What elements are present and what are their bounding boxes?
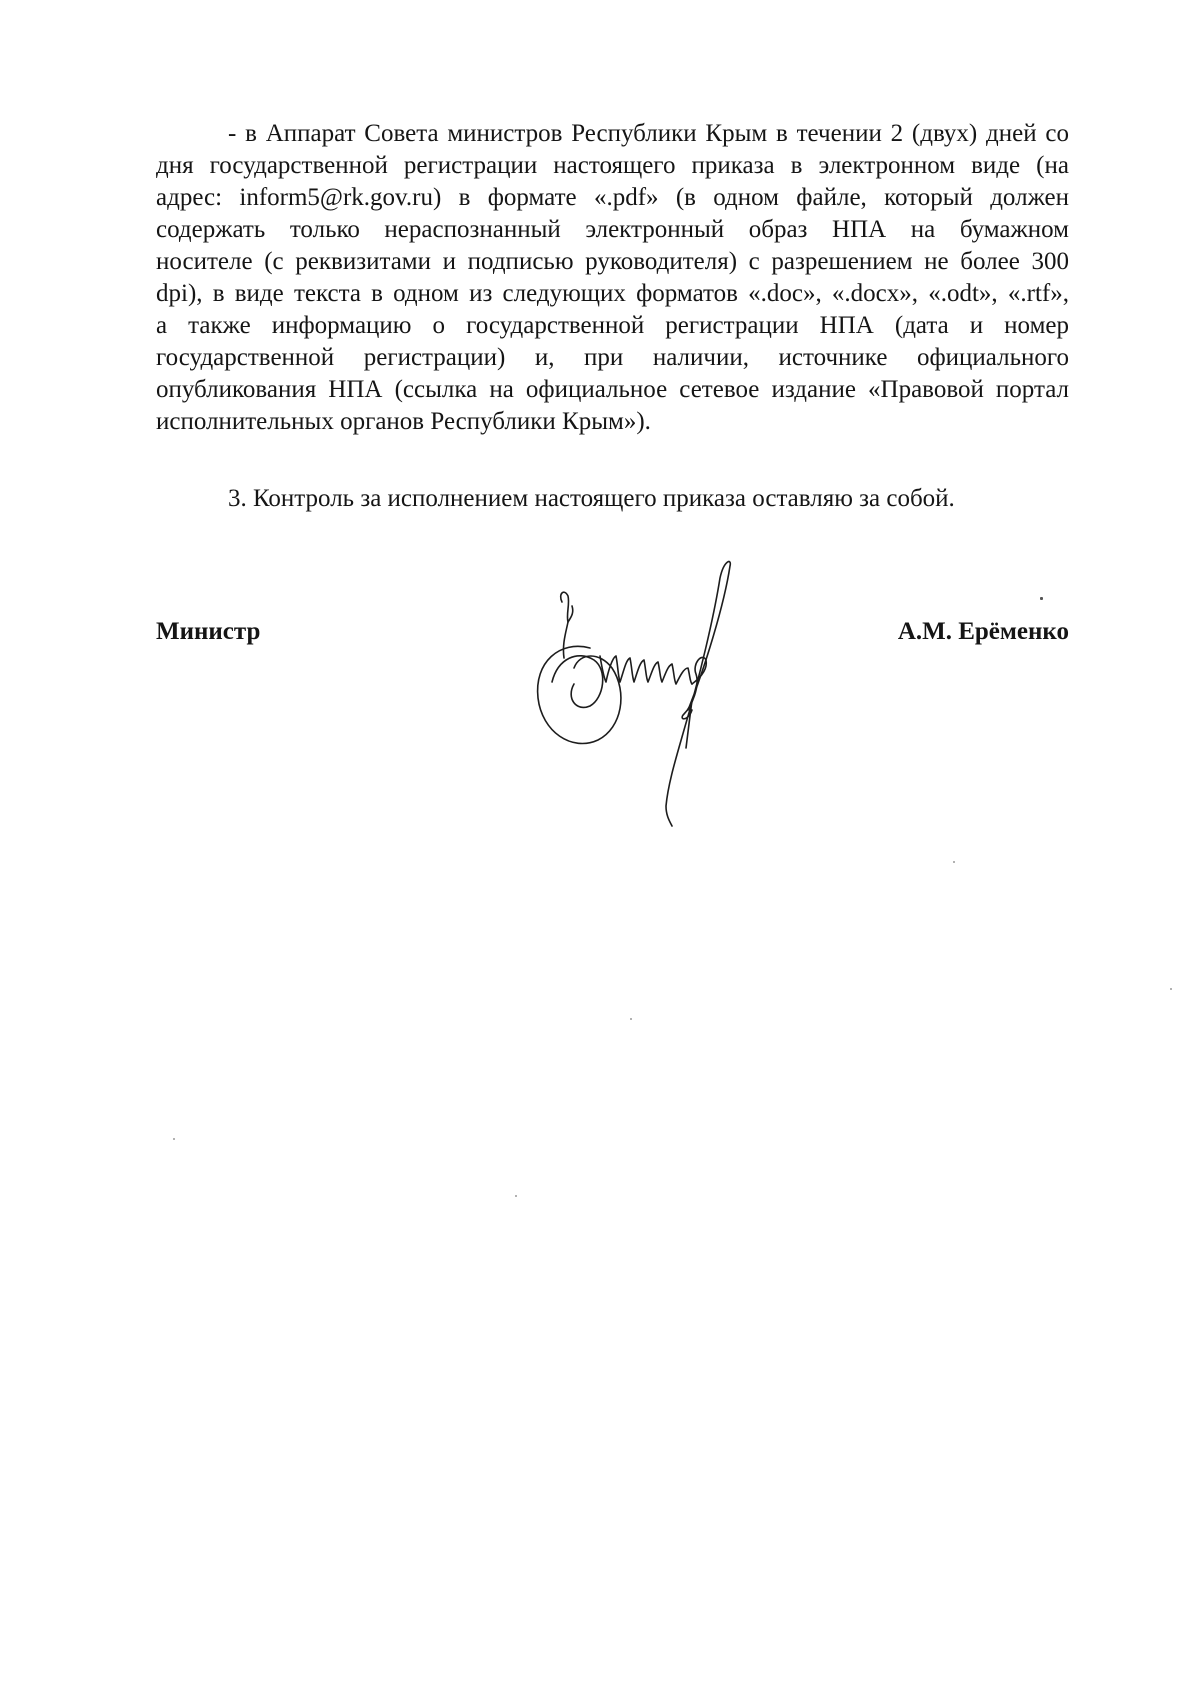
paragraph-line: государственной регистрации) и, при наличии, источнике официального bbox=[156, 344, 1069, 371]
scan-speck bbox=[630, 1018, 632, 1020]
scan-speck bbox=[173, 1138, 175, 1140]
paragraph-line: а также информацию о государственной регистрации НПА (дата и номер bbox=[156, 312, 1069, 339]
handwritten-signature bbox=[520, 560, 800, 830]
scan-speck bbox=[1040, 597, 1043, 600]
control-clause: 3. Контроль за исполнением настоящего приказа оставляю за собой. bbox=[228, 485, 955, 512]
scan-speck bbox=[953, 861, 955, 863]
distribution-paragraph bbox=[156, 118, 1069, 438]
paragraph-line: адрес: inform5@rk.gov.ru) в формате «.pdf» (в одном файле, который должен bbox=[156, 184, 1069, 211]
signatory-title: Министр bbox=[156, 618, 261, 645]
paragraph-line: содержать только нераспознанный электронный образ НПА на бумажном bbox=[156, 216, 1069, 243]
paragraph-line: dpi), в виде текста в одном из следующих форматов «.doc», «.docx», «.odt», «.rtf», bbox=[156, 280, 1069, 307]
paragraph-line: опубликования НПА (ссылка на официальное сетевое издание «Правовой портал bbox=[156, 376, 1069, 403]
paragraph-line: исполнительных органов Республики Крым»). bbox=[156, 408, 651, 435]
paragraph-line: дня государственной регистрации настоящего приказа в электронном виде (на bbox=[156, 152, 1069, 179]
scan-speck bbox=[1170, 988, 1172, 990]
paragraph-line: - в Аппарат Совета министров Республики Крым в течении 2 (двух) дней со bbox=[228, 120, 1069, 147]
scan-speck bbox=[515, 1195, 517, 1197]
paragraph-line: носителе (с реквизитами и подписью руководителя) с разрешением не более 300 bbox=[156, 248, 1069, 275]
signatory-name: А.М. Ерёменко bbox=[897, 618, 1069, 645]
